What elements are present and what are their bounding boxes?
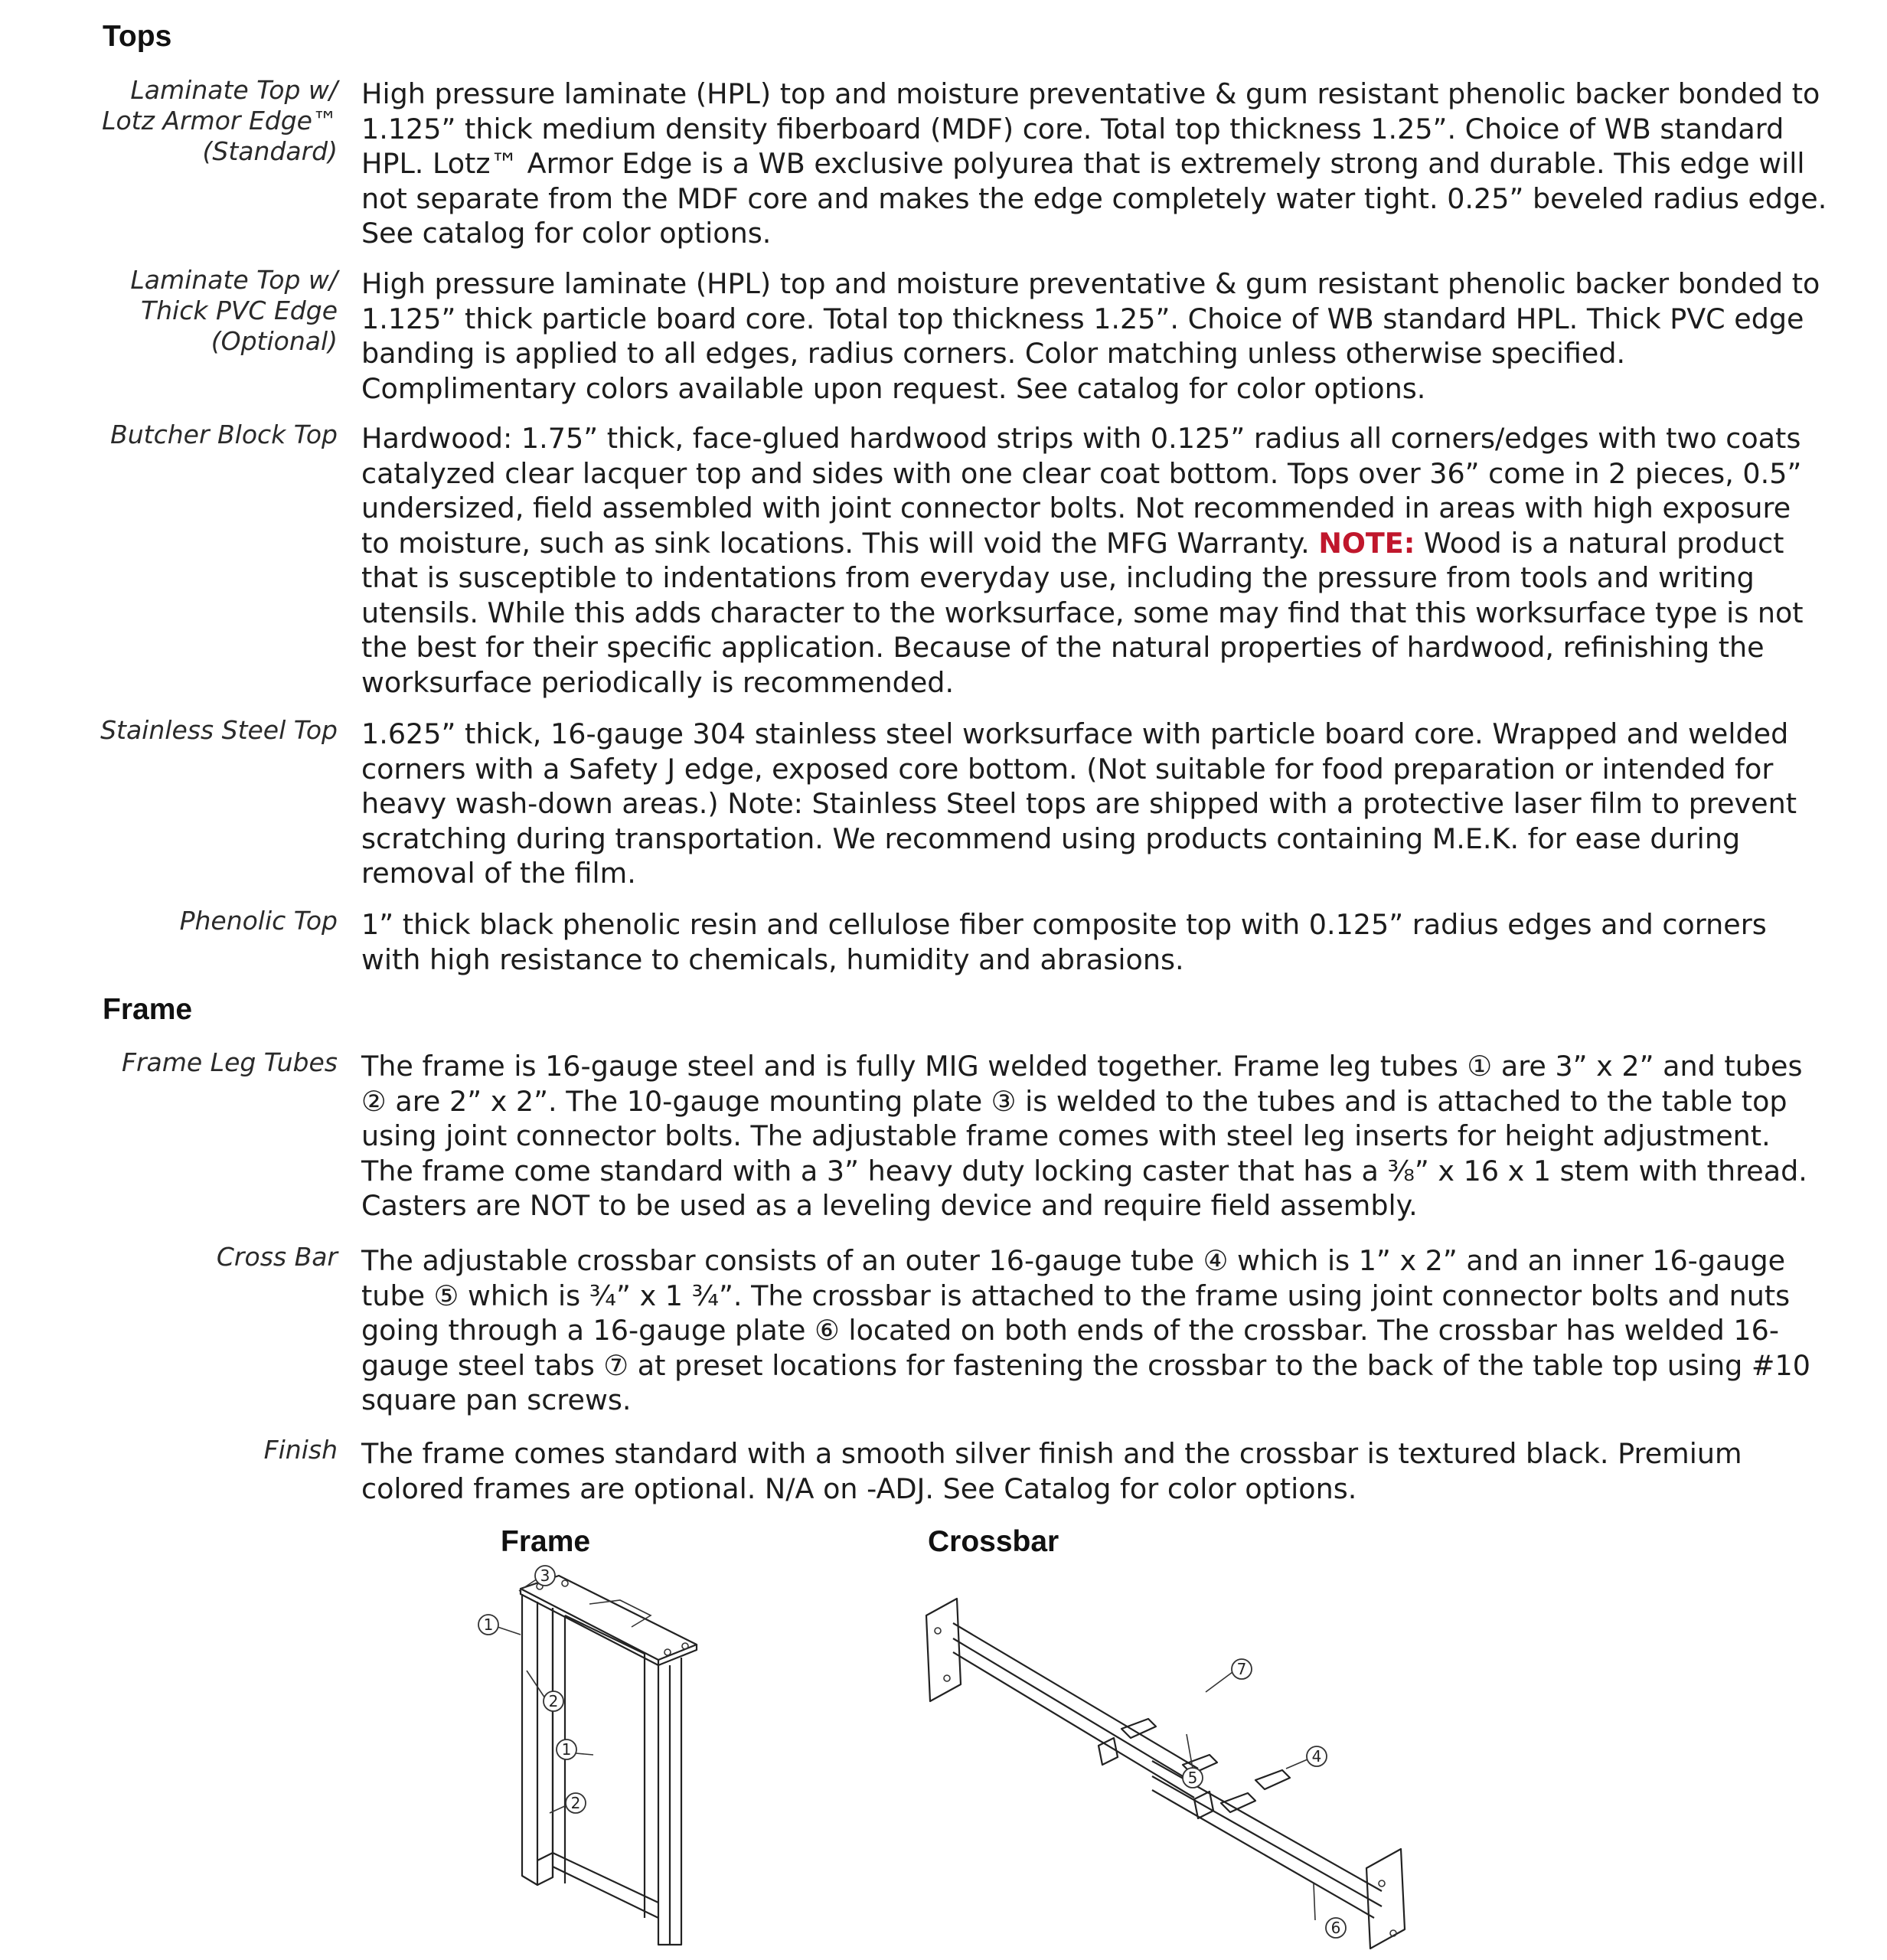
callout-number: 7 (1236, 1660, 1247, 1678)
spec-label: Laminate Top w/ Thick PVC Edge (Optional) (130, 265, 338, 356)
spec-text: 1” thick black phenolic resin and cellulose fiber composite top with 0.125” radius edges and corners with high resistance to chemicals, humidity and abrasions. (361, 908, 1767, 976)
spec-text-part: The frame is 16-gauge steel and is fully MIG welded together. Frame leg tubes (361, 1050, 1467, 1083)
spec-text: The frame comes standard with a smooth silver finish and the crossbar is textured black. Premium colored frames are optional. N/A on -ADJ. See Catalog for color options. (361, 1437, 1742, 1505)
spec-text-part: which is 1” x 2” and an inner 16-gauge tube (361, 1244, 1786, 1312)
crossbar-end-plate-left (926, 1599, 961, 1701)
spec-text (361, 1049, 1827, 1223)
note-label: NOTE: (1318, 526, 1415, 560)
spec-text-part: which is ³⁄₄” x 1 ³⁄₄”. The crossbar is attached to the frame using joint connector bolts and nuts going through a 16-gauge plate (361, 1279, 1791, 1347)
spec-label: Butcher Block Top (110, 420, 338, 449)
spec-text-part: are 2” x 2”. The 10-gauge mounting plate (386, 1084, 991, 1118)
spec-text-part: Wood is a natural product that is susceptible to indentations from everyday use, including the pressure from tools and writing utensils. While this adds character to the worksurface, some may find that this worksurface type is not the best for their specific application. Because of the natural properties of hardwood, refinishing the worksurface periodically is recommended. (361, 526, 1804, 699)
spec-text (361, 1243, 1827, 1418)
callout-number: 4 (1311, 1747, 1322, 1766)
section-heading-frame: Frame (103, 993, 193, 1026)
spec-text-part: are 3” x 2” and tubes (1492, 1050, 1803, 1083)
callout-6-glyph: ⑥ (815, 1314, 840, 1347)
bottom-tube (553, 1853, 658, 1903)
frame-callouts (459, 1562, 689, 1812)
section-heading-tops: Tops (103, 20, 172, 53)
spec-label: Laminate Top w/ Lotz Armor Edge™ (Standard) (102, 75, 338, 166)
callout-4-glyph: ④ (1203, 1244, 1229, 1277)
callout-3-glyph: ③ (991, 1084, 1017, 1118)
callout-number: 2 (570, 1794, 581, 1812)
crossbar-diagram-title: Crossbar (928, 1525, 1059, 1558)
crossbar-callouts (1148, 1654, 1378, 1960)
spec-text-part: located on both ends of the crossbar. The crossbar has welded 16-gauge steel tabs (361, 1314, 1780, 1382)
spec-text-part: is welded to the tubes and is attached to the table top using joint connector bolts. The adjustable frame comes with steel leg inserts for height adjustment. The frame come standard with a 3” heavy duty locking caster that has a ³⁄₈” x 16 x 1 stem with thread. Casters are NOT to be used as a leveling device and require field assembly. (361, 1084, 1807, 1222)
spec-label: Cross Bar (216, 1242, 338, 1272)
spec-text-part: at preset locations for fastening the crossbar to the back of the table top using #10 square pan screws. (361, 1348, 1810, 1416)
spec-label: Finish (263, 1435, 338, 1465)
callout-2-glyph: ② (361, 1084, 387, 1118)
callout-number: 3 (540, 1566, 550, 1585)
callout-number: 1 (561, 1740, 572, 1759)
spec-text: High pressure laminate (HPL) top and moisture preventative & gum resistant phenolic backer bonded to 1.125” thick medium density fiberboard (MDF) core. Total top thickness 1.25”. Choice of WB standard HPL. Lotz™ Armor Edge is a WB exclusive polyurea that is extremely strong and durable. This edge will not separate from the MDF core and makes the edge completely water tight. 0.25” beveled radius edge. See catalog for color options. (361, 77, 1827, 250)
frame-diagram-title: Frame (501, 1525, 591, 1558)
spec-label: Frame Leg Tubes (121, 1047, 338, 1077)
spec-label: Stainless Steel Top (100, 715, 338, 745)
callout-1-glyph: ① (1467, 1050, 1493, 1083)
spec-text-part: Hardwood: 1.75” thick, face-glued hardwood strips with 0.125” radius all corners/edges with two coats catalyzed clear lacquer top and sides with one clear coat bottom. Tops over 36” come in 2 pieces, 0.5” undersized, field assembled with joint connector bolts. Not recommended in areas with high exposure to moisture, such as sink locations. This will void the MFG Warranty. (361, 422, 1802, 560)
spec-label: Phenolic Top (179, 906, 338, 936)
callout-5-glyph: ⑤ (433, 1279, 459, 1312)
callout-number: 5 (1187, 1769, 1198, 1787)
callout-7-glyph: ⑦ (603, 1348, 629, 1382)
spec-text: High pressure laminate (HPL) top and moisture preventative & gum resistant phenolic backer bonded to 1.125” thick particle board core. Total top thickness 1.25”. Choice of WB standard HPL. Thick PVC edge banding is applied to all edges, radius corners. Color matching unless otherwise specified. Complimentary colors available upon request. See catalog for color options. (361, 267, 1820, 405)
callout-number: 1 (483, 1615, 494, 1634)
spec-text: 1.625” thick, 16-gauge 304 stainless steel worksurface with particle board core. Wrapped and welded corners with a Safety J edge, exposed core bottom. (Not suitable for food preparation or intended for heavy wash-down areas.) Note: Stainless Steel tops are shipped with a protective laser film to prevent scratching during transportation. We recommend using products containing M.E.K. for ease during removal of the film. (361, 717, 1797, 890)
spec-text (361, 421, 1827, 700)
spec-text-part: The adjustable crossbar consists of an outer 16-gauge tube (361, 1244, 1203, 1277)
callout-number: 6 (1330, 1919, 1341, 1937)
callout-number: 2 (548, 1692, 559, 1710)
